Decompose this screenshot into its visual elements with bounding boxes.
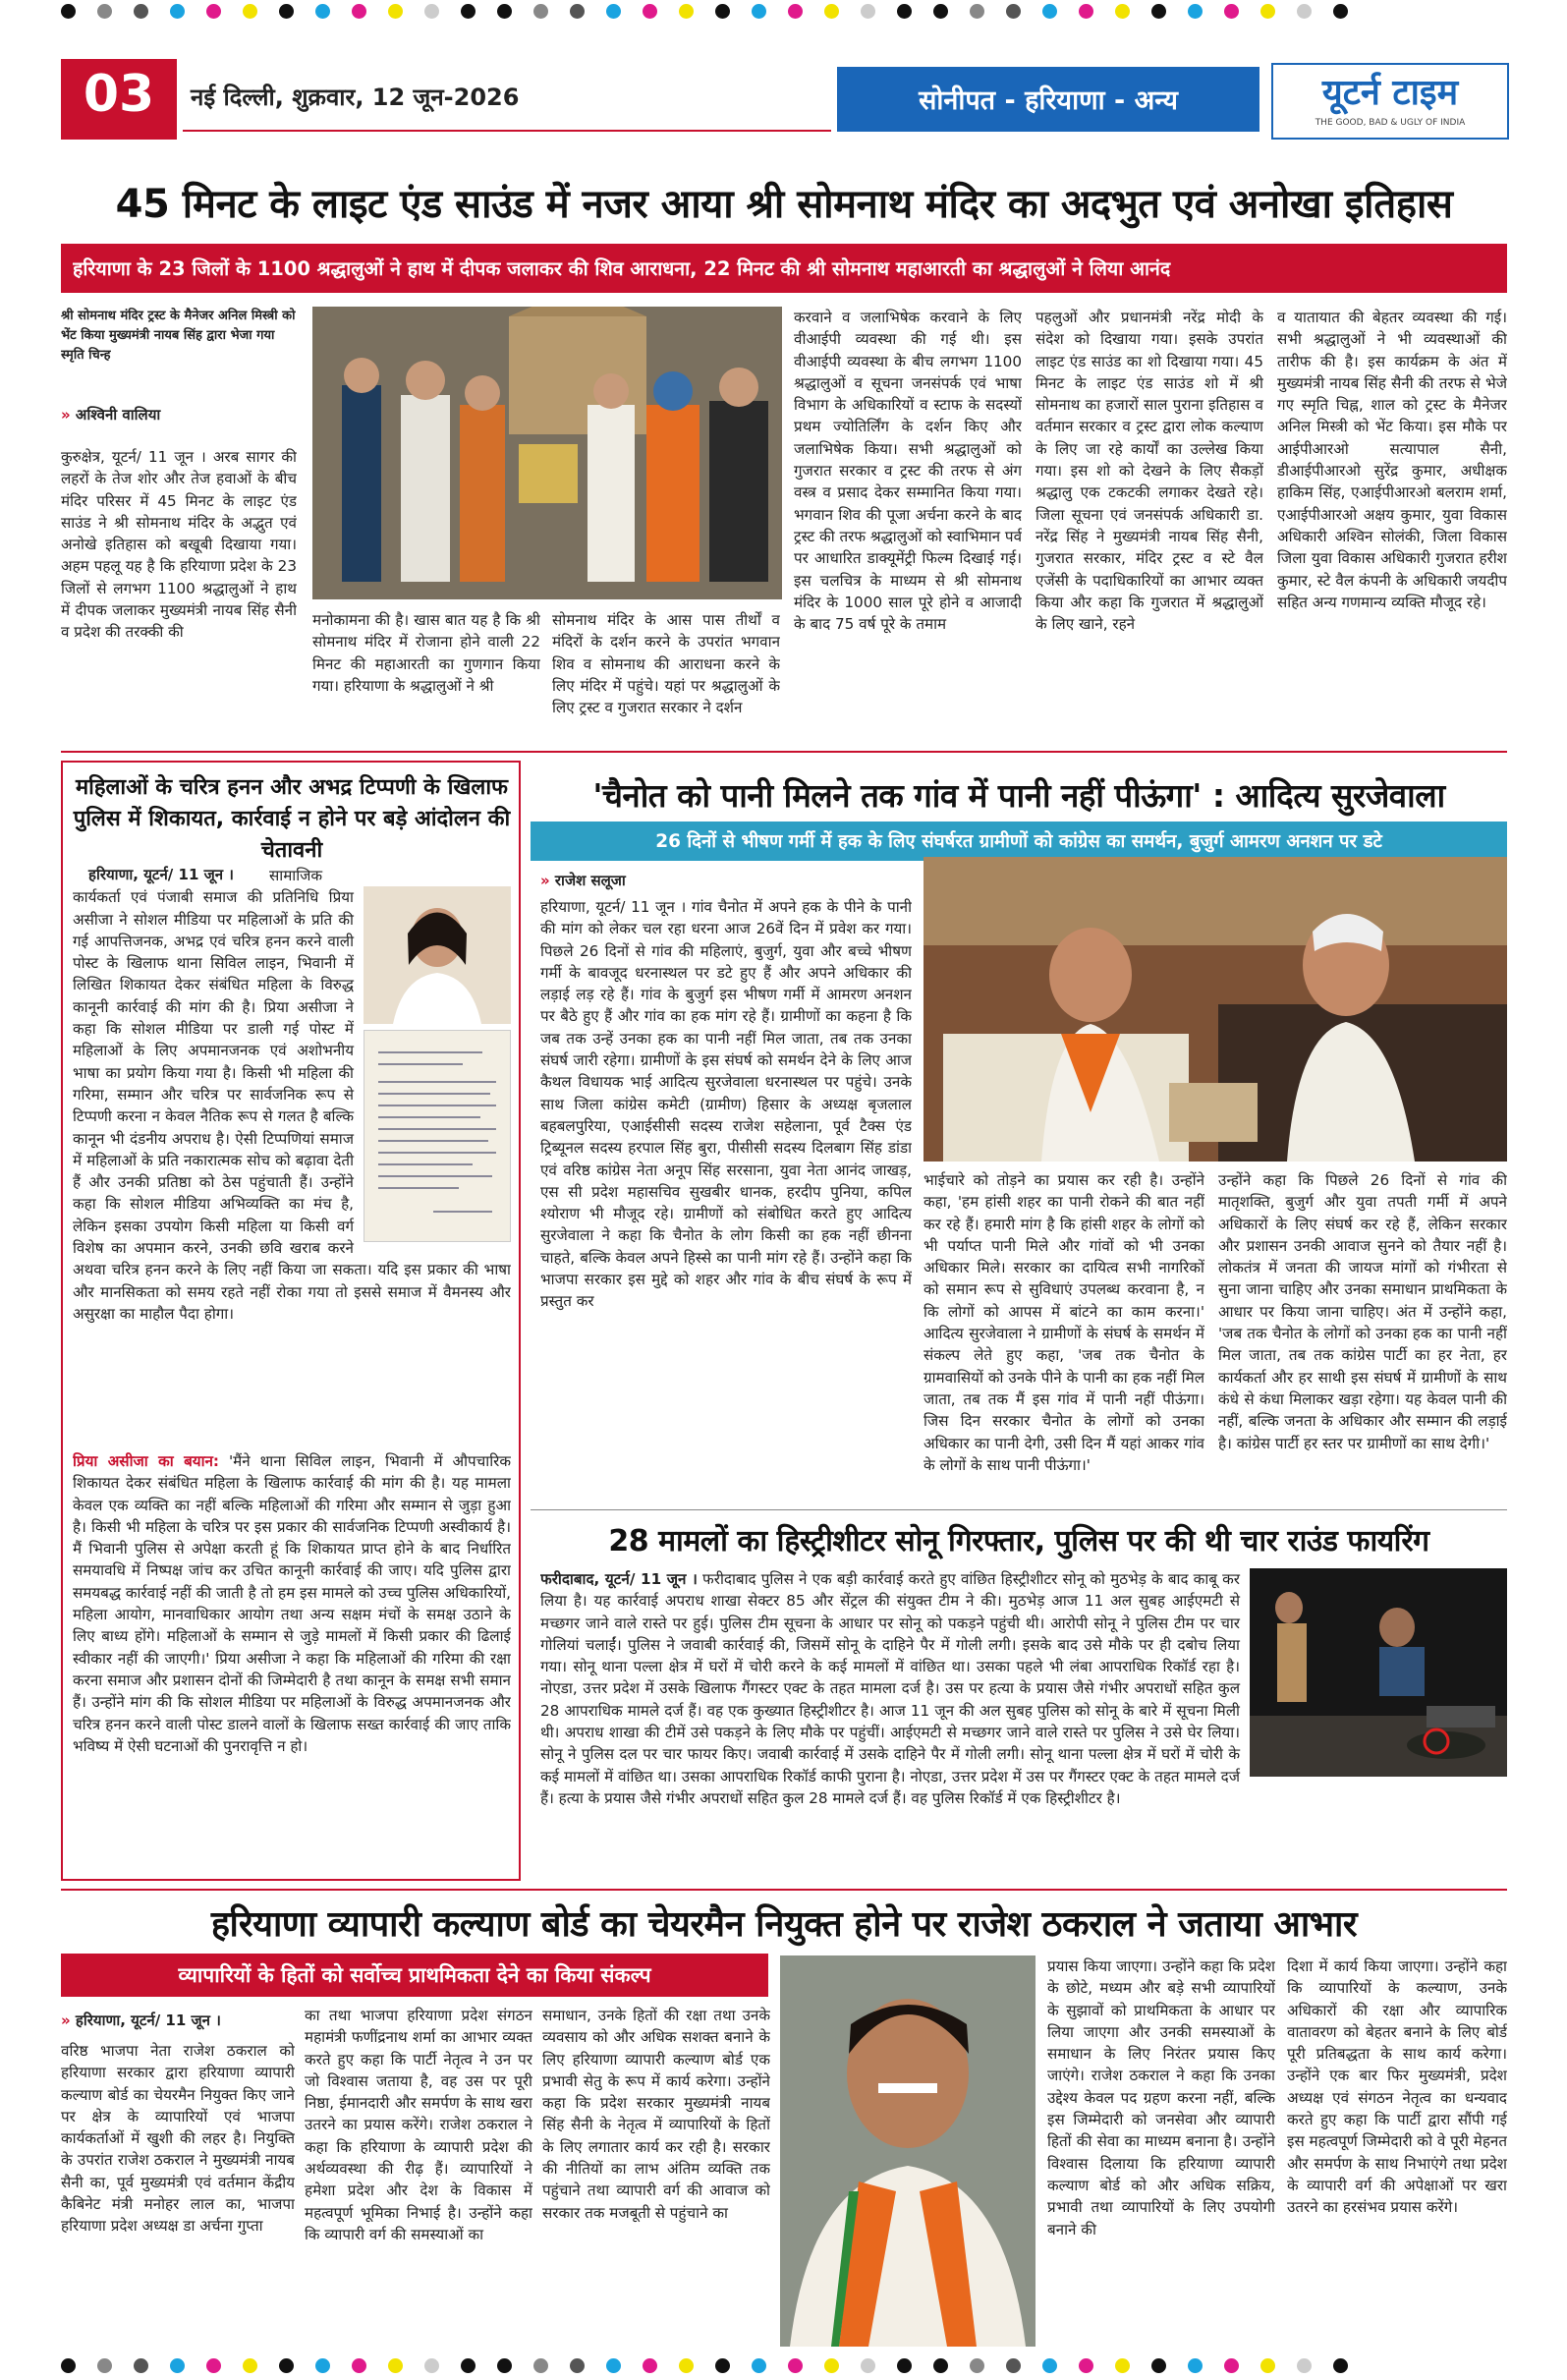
registration-dot — [861, 4, 875, 19]
registration-dot — [824, 4, 839, 19]
story4-dateline: फरीदाबाद, यूटर्न/ 11 जून । — [540, 1570, 698, 1588]
story3-byline: » राजेश सलूजा — [540, 871, 626, 890]
registration-dot — [643, 4, 657, 19]
dateline-box — [183, 71, 831, 132]
registration-dot — [1260, 4, 1275, 19]
registration-dot — [1188, 4, 1203, 19]
registration-dot — [715, 4, 730, 19]
registration-dot — [170, 4, 185, 19]
registration-dot — [897, 4, 912, 19]
section-divider-3 — [61, 1889, 1507, 1891]
story3-headline: 'चैनोत को पानी मिलने तक गांव में पानी नहीं पीऊंगा' : आदित्य सुरजेवाला — [592, 776, 1445, 815]
registration-dot — [1115, 4, 1130, 19]
registration-dot — [533, 4, 548, 19]
registration-dot — [1006, 4, 1021, 19]
registration-dot — [824, 2358, 839, 2373]
registration-dot — [388, 2358, 403, 2373]
dateline: नई दिल्ली, शुक्रवार, 12 जून-2026 — [191, 84, 520, 111]
ceremony-illustration — [312, 307, 782, 599]
registration-dot — [1297, 4, 1312, 19]
story2-dateline: हरियाणा, यूटर्न/ 11 जून । — [88, 866, 234, 883]
registration-dot — [1260, 2358, 1275, 2373]
registration-dot — [606, 4, 621, 19]
registration-dot — [61, 2358, 76, 2373]
registration-dot — [861, 2358, 875, 2373]
meeting-illustration — [923, 857, 1507, 1162]
story5-col5: दिशा में कार्य किया जाएगा। उन्होंने कहा कि व्यापारियों के कल्याण, उनके अधिकारों की रक्षा और व्यापारिक वातावरण को बेहतर बनाने के लिए बोर्ड पूरी प्रतिबद्धता के साथ कार्य करेगा। उन्होंने एक बार फिर मुख्यमंत्री, प्रदेश अध्यक्ष एवं संगठन नेतृत्व का धन्यवाद करते हुए कहा कि पार्टी द्वारा सौंपी गई इस महत्वपूर्ण जिम्मेदारी को वे पूरी मेहनत और समर्पण के साथ निभाएंगे तथा प्रदेश के व्यापारी वर्ग की अपेक्षाओं पर खरा उतरने का हरसंभव प्रयास करेंगे। — [1287, 1957, 1507, 2217]
registration-dot — [61, 4, 76, 19]
registration-dot — [1297, 2358, 1312, 2373]
registration-dot — [897, 2358, 912, 2373]
priya-asija-photo — [364, 886, 511, 1024]
story1-col4: करवाने व जलाभिषेक करवाने के लिए वीआईपी व्यवस्था की गई थी। इस वीआईपी व्यवस्था के बीच लगभग 1100 श्रद्धालुओं व सूचना जनसंपर्क एवं भाषा विभाग के अधिकारियों व स्टाफ के सदस्यों प्रथम ज्योतिर्लिंग के दर्शन किए और जलाभिषेक किया। सभी श्रद्धालुओं को गुजरात सरकार व ट्रस्ट की तरफ से अंग वस्त्र व प्रसाद देकर सम्मानित किया गया। भगवान शिव की पूजा अर्चना करने के बाद ट्रस्ट की तरफ श्रद्धालुओं को स्वाभिमान पर्व पर आधारित डाक्यूमेंट्री फिल्म दिखाई गई। इस चलचित्र के माध्यम से श्री सोमनाथ मंदिर के 1000 साल पूरे होने व आजादी के बाद 75 वर्ष पूरे के तमाम — [794, 309, 1022, 634]
registration-dot — [134, 4, 148, 19]
section-divider-1 — [61, 751, 1507, 753]
story1-caption: श्री सोमनाथ मंदिर ट्रस्ट के मैनेजर अनिल मिस्त्री को भेंट किया मुख्यमंत्री नायब सिंह द्वारा भेजा गया स्मृति चिन्ह — [61, 309, 296, 363]
registration-dot — [97, 2358, 112, 2373]
registration-marks-bottom — [61, 2358, 1348, 2373]
registration-dot — [424, 2358, 439, 2373]
page-number-box — [61, 59, 177, 140]
registration-dot — [1224, 4, 1239, 19]
story5-subhead-band — [61, 1954, 768, 1997]
page-number: 03 — [83, 65, 155, 124]
section-banner — [837, 67, 1259, 132]
registration-dot — [1151, 4, 1166, 19]
registration-dot — [206, 4, 221, 19]
registration-dot — [1006, 2358, 1021, 2373]
section-name: सोनीपत - हरियाणा - अन्य — [919, 85, 1178, 116]
registration-dot — [170, 2358, 185, 2373]
registration-dot — [1333, 2358, 1348, 2373]
thakral-illustration — [780, 1955, 1035, 2347]
registration-dot — [788, 2358, 803, 2373]
registration-dot — [1115, 2358, 1130, 2373]
registration-dot — [315, 4, 330, 19]
registration-dot — [1042, 2358, 1057, 2373]
registration-dot — [352, 2358, 366, 2373]
story5-byline: » हरियाणा, यूटर्न/ 11 जून । — [61, 2011, 221, 2030]
complaint-document-photo — [364, 1030, 511, 1242]
registration-dot — [970, 2358, 984, 2373]
newspaper-logo: यूटर्न टाइम — [1321, 73, 1459, 113]
story5-col2: का तथा भाजपा हरियाणा प्रदेश संगठन महामंत्री फणींद्रनाथ शर्मा का आभार व्यक्त करते हुए कहा कि पार्टी नेतृत्व ने उन पर जो विश्वास जताया है, वह उस पर पूरी निष्ठा, ईमानदारी और समर्पण के साथ खरा उतरने का प्रयास करेंगे। राजेश ठकराल ने कहा कि हरियाणा के व्यापारी प्रदेश की अर्थव्यवस्था की रीढ़ हैं। व्यापारियों ने हमेशा प्रदेश और देश के विकास में महत्वपूर्ण भूमिका निभाई है। उन्होंने कहा कि व्यापारी वर्ग की समस्याओं का — [305, 2007, 532, 2243]
story2-statement — [73, 1450, 511, 1873]
registration-dot — [279, 4, 294, 19]
registration-dot — [970, 4, 984, 19]
registration-dot — [1224, 2358, 1239, 2373]
registration-dot — [315, 2358, 330, 2373]
registration-dot — [243, 4, 257, 19]
registration-dot — [1042, 4, 1057, 19]
registration-dot — [752, 2358, 766, 2373]
registration-dot — [243, 2358, 257, 2373]
story1-subhead: हरियाणा के 23 जिलों के 1100 श्रद्धालुओं ने हाथ में दीपक जलाकर की शिव आराधना, 22 मिनट की श्री सोमनाथ महाआरती का श्रद्धालुओं ने लिया आनंद — [73, 257, 1171, 280]
registration-dot — [933, 4, 948, 19]
story5-col1: वरिष्ठ भाजपा नेता राजेश ठकराल को हरियाणा सरकार द्वारा हरियाणा व्यापारी कल्याण बोर्ड का चेयरमैन नियुक्त किए जाने पर क्षेत्र के व्यापारियों एवं भाजपा कार्यकर्ताओं में खुशी की लहर है। नियुक्ति के उपरांत राजेश ठकराल ने मुख्यमंत्री नायब सैनी का, पूर्व मुख्यमंत्री एवं वर्तमान केंद्रीय कैबिनेट मंत्री मनोहर लाल का, भाजपा हरियाणा प्रदेश अध्यक्ष डा अर्चना गुप्ता — [61, 2042, 295, 2236]
registration-dot — [570, 2358, 585, 2373]
registration-dot — [1188, 2358, 1203, 2373]
arrest-illustration — [1250, 1568, 1507, 1777]
story3-col2: भाईचारे को तोड़ने का प्रयास कर रही है। उन्होंने कहा, 'हम हांसी शहर का पानी रोकने की बात नहीं कर रहे हैं। हमारी मांग है कि हांसी शहर के लोगों को भी पर्याप्त पानी मिले और गांवों को भी उनका अधिकार मिले। सरकार का दायित्व सभी नागरिकों को समान रूप से सुविधाएं उपलब्ध करवाना है, न कि लोगों को आपस में बांटने का काम करना।' आदित्य सुरजेवाला ने ग्रामीणों के संघर्ष के समर्थन में संकल्प लेते हुए कहा, 'जब तक चैनोत के ग्रामवासियों को उनके पीने के पानी का हक नहीं मिल जाता, तब तक मैं इस गांव में पानी नहीं पीऊंगा। जिस दिन सरकार चैनोत के लोगों को उनका अधिकार का पानी देगी, उसी दिन मैं यहां आकर गांव के लोगों के साथ पानी पीऊंगा।' — [923, 1171, 1204, 1474]
logo-tagline: THE GOOD, BAD & UGLY OF INDIA — [1315, 118, 1466, 128]
statement-label: प्रिया असीजा का बयान: — [73, 1452, 220, 1470]
registration-dot — [1333, 4, 1348, 19]
registration-dot — [206, 2358, 221, 2373]
registration-dot — [1079, 2358, 1093, 2373]
registration-dot — [497, 2358, 512, 2373]
registration-dot — [533, 2358, 548, 2373]
story1-headline: 45 मिनट के लाइट एंड साउंड में नजर आया श्री सोमनाथ मंदिर का अदभुत एवं अनोखा इतिहास — [115, 182, 1453, 227]
registration-dot — [461, 2358, 476, 2373]
registration-dot — [97, 4, 112, 19]
portrait-illustration — [364, 886, 511, 1024]
registration-dot — [1151, 2358, 1166, 2373]
section-divider-2 — [531, 1509, 1507, 1510]
registration-dot — [279, 2358, 294, 2373]
registration-dot — [788, 4, 803, 19]
story2-lead — [73, 865, 511, 1446]
registration-dot — [1079, 4, 1093, 19]
registration-dot — [570, 4, 585, 19]
registration-dot — [715, 2358, 730, 2373]
registration-dot — [606, 2358, 621, 2373]
document-illustration — [364, 1031, 510, 1241]
registration-dot — [679, 2358, 694, 2373]
story1-col3: सोमनाथ मंदिर के आस पास तीर्थों व मंदिरों के दर्शन करने के उपरांत भगवान शिव व सोमनाथ की आराधना करने के लिए मंदिर में पहुंचे। यहां पर श्रद्धालुओं के लिए ट्रस्ट व गुजरात सरकार ने दर्शन — [552, 611, 780, 717]
story1-col6: व यातायात की बेहतर व्यवस्था की गई। सभी श्रद्धालुओं ने भी व्यवस्थाओं की तारीफ की है। इस कार्यक्रम के अंत में मुख्यमंत्री नायब सिंह सैनी की तरफ से भेजे गए स्मृति चिह्न, शाल को ट्रस्ट के मैनेजर अनिल मिस्त्री को भेंट किया। इस मौके पर आईपीआरओ सत्यापाल सैनी, डीआईपीआरओ सुरेंद्र कुमार, अधीक्षक हाकिम सिंह, एआईपीआरओ बलराम शर्मा, एआईपीआरओ अक्षय कुमार, युवा विकास अधिकारी अश्विन सोलंकी, जिला विकास जिला युवा विकास अधिकारी गुजरात हरीश कुमार, स्टे वैल कंपनी के अधिकारी जयदीप सहित अन्य गणमान्य व्यक्ति मौजूद रहे। — [1277, 309, 1507, 611]
story3-col3: उन्होंने कहा कि पिछले 26 दिनों से गांव की मातृशक्ति, बुजुर्ग और युवा तपती गर्मी में अपने अधिकारों के लिए संघर्ष कर रहे हैं, लेकिन सरकार और प्रशासन उनकी आवाज सुनने को तैयार नहीं है। लोकतंत्र में जनता की जायज मांगों को गंभीरता से सुना जाना चाहिए और उनका समाधान प्राथमिकता के आधार पर किया जाना चाहिए। अंत में उन्होंने कहा, 'जब तक चैनोत के लोगों को उनका हक का पानी नहीं मिल जाता, तब तक कांग्रेस पार्टी का हर नेता, हर कार्यकर्ता और हर साथी इस संघर्ष में ग्रामीणों के साथ कंधे से कंधा मिलाकर खड़ा रहेगा। यह केवल पानी की नहीं, बल्कि जनता के अधिकार और सम्मान की लड़ाई है। कांग्रेस पार्टी हर स्तर पर ग्रामीणों का साथ देगी।' — [1218, 1171, 1507, 1452]
registration-dot — [752, 4, 766, 19]
registration-dot — [424, 4, 439, 19]
somnath-ceremony-photo — [312, 307, 782, 599]
registration-dot — [643, 2358, 657, 2373]
registration-dot — [134, 2358, 148, 2373]
story1-col2: मनोकामना की है। खास बात यह है कि श्री सोमनाथ मंदिर में रोजाना होने वाली 22 मिनट की महाआरती का गुणगान किया गया। हरियाणा के श्रद्धालुओं ने श्री — [312, 611, 540, 695]
story4-headline: 28 मामलों का हिस्ट्रीशीटर सोनू गिरफ्तार, पुलिस पर की थी चार राउंड फायरिंग — [608, 1524, 1429, 1558]
story1-subhead-band — [61, 244, 1507, 293]
story3-subhead-band — [531, 822, 1507, 861]
registration-dot — [497, 4, 512, 19]
masthead — [61, 59, 1505, 140]
story1-col5: पहलुओं और प्रधानमंत्री नरेंद्र मोदी के संदेश को दिखाया गया। इसके उपरांत लाइट एंड साउंड का शो दिखाया गया। 45 मिनट के लाइट एंड साउंड शो में श्री सोमनाथ का हजारों साल पुराना इतिहास व वर्तमान सरकार व ट्रस्ट द्वारा लोक कल्याण के लिए जा रहे कार्यों का उल्लेख किया गया। इस शो को देखने के लिए सैकड़ों श्रद्धालु एक टकटकी लगाकर देखते रहे। जिला सूचना एवं जनसंपर्क अधिकारी डा. नरेंद्र सिंह ने मुख्यमंत्री नायब सिंह सैनी, गुजरात सरकार, मंदिर ट्रस्ट व स्टे वैल एजेंसी के पदाधिकारियों का आभार व्यक्त किया और कहा कि गुजरात में श्रद्धालुओं के लिए खाने, रहने — [1035, 309, 1263, 634]
registration-dot — [461, 4, 476, 19]
story3-subhead: 26 दिनों से भीषण गर्मी में हक के लिए संघर्षरत ग्रामीणों को कांग्रेस का समर्थन, बुजुर्ग आमरण अनशन पर डटे — [655, 831, 1382, 852]
encounter-arrest-photo — [1250, 1568, 1507, 1777]
story5-col3: समाधान, उनके हितों की रक्षा तथा उनके व्यवसाय को और अधिक सशक्त बनाने के लिए हरियाणा व्यापारी कल्याण बोर्ड एक प्रभावी सेतु के रूप में कार्य करेगा। उन्होंने कहा कि प्रदेश सरकार मुख्यमंत्री नायब सिंह सैनी के नेतृत्व में व्यापारियों के हितों के लिए लगातार कार्य कर रही है। सरकार की नीतियों का लाभ अंतिम व्यक्ति तक पहुंचाने तथा व्यापारी वर्ग की आवाज को सरकार तक मजबूती से पहुंचाने का — [542, 2007, 770, 2222]
story4-text: फरीदाबाद पुलिस ने एक बड़ी कार्रवाई करते हुए वांछित हिस्ट्रीशीटर सोनू को मुठभेड़ के बाद काबू कर लिया है। यह कार्रवाई अपराध शाखा सेक्टर 85 और सेंट्रल की संयुक्त टीम ने की। मुठभेड़ आज 11 अल सुबह आईएमटी से मच्छगर जाने वाले रास्ते पर हुई। पुलिस टीम सूचना के आधार पर सोनू को पकड़ने पहुंची थी। आरोपी सोनू ने पुलिस टीम पर चार गोलियां चलाईं। पुलिस ने जवाबी कार्रवाई की, जिसमें सोनू के दाहिने पैर में गोली लगी। इसके बाद उसे मौके पर ही दबोच लिया गया। सोनू थाना पल्ला क्षेत्र में घरों में चोरी करने के कई मामलों में वांछित था। उसका पहले भी लंबा आपराधिक रिकॉर्ड रहा है। नोएडा, उत्तर प्रदेश में उसके खिलाफ गैंगस्टर एक्ट के तहत मामला दर्ज है। उस पर हत्या के प्रयास जैसे गंभीर अपराधों सहित कुल 28 आपराधिक मामले दर्ज हैं। वह एक कुख्यात हिस्ट्रीशीटर है। आज 11 जून की अल सुबह पुलिस को सोनू के बारे में सूचना मिली थी। अपराध शाखा की टीमें उसे पकड़ने के लिए मौके पर पहुंचीं। आईएमटी से मच्छगर जाने वाले रास्ते पर पुलिस ने उसे घेर लिया। सोनू ने पुलिस दल पर चार फायर किए। जवाबी कार्रवाई में उसके दाहिने पैर में गोली लगी। सोनू थाना पल्ला क्षेत्र में घरों में चोरी के कई मामलों में वांछित था। उसका आपराधिक रिकॉर्ड काफी पुराना है। नोएडा, उत्तर प्रदेश में उस पर गैंगस्टर एक्ट के तहत मामले दर्ज हैं। हत्या के प्रयास जैसे गंभीर अपराधों सहित कुल 28 मामले दर्ज हैं। वह पुलिस रिकॉर्ड में एक हिस्ट्रीशीटर है। — [540, 1570, 1240, 1807]
story1-byline: » अश्विनी वालिया — [61, 405, 160, 425]
registration-dot — [352, 4, 366, 19]
story5-subhead: व्यापारियों के हितों को सर्वोच्च प्राथमिकता देने का किया संकल्प — [178, 1963, 651, 1987]
registration-marks-top — [61, 4, 1348, 19]
surjewala-meeting-photo — [923, 857, 1507, 1162]
story5-headline: हरियाणा व्यापारी कल्याण बोर्ड का चेयरमैन नियुक्त होने पर राजेश ठकराल ने जताया आभार — [210, 1904, 1358, 1945]
story3-col1: हरियाणा, यूटर्न/ 11 जून । गांव चैनोत में अपने हक के पीने के पानी की मांग को लेकर चल रहा धरना आज 26वें दिन में प्रवेश कर गया। पिछले 26 दिनों से गांव की महिलाएं, बुजुर्ग, युवा और बच्चे भीषण गर्मी के बावजूद धरनास्थल पर डटे हुए हैं और अपने अधिकार की लड़ाई लड़ रहे हैं। गांव के बुजुर्ग इस भीषण गर्मी में आमरण अनशन पर बैठे हुए हैं और गांव का हक मांग रहे हैं। ग्रामीणों का कहना है कि जब तक उन्हें उनका हक का पानी नहीं मिल जाता, तब तक उनका संघर्ष जारी रहेगा। ग्रामीणों के इस संघर्ष को समर्थन देने के लिए आज कैथल विधायक भाई आदित्य सुरजेवाला धरनास्थल पर पहुंचे। उनके साथ जिला कांग्रेस कमेटी (ग्रामीण) हिसार के अध्यक्ष बृजलाल बहबलपुरिया, एआईसीसी सदस्य राजेश सहेलाना, पूर्व टैक्स एंड ट्रिब्यूनल सदस्य हरपाल सिंह बुरा, पीसीसी सदस्य दिलबाग सिंह डांडा एवं वरिष्ठ कांग्रेस नेता अनूप सिंह सरसाना, युवा नेता आनंद जाखड़, एस सी प्रदेश महासचिव सुखबीर धानक, हरदीप पुनिया, कपिल श्योराण भी मौजूद रहे। ग्रामीणों को संबोधित करते हुए आदित्य सुरजेवाला ने कहा कि चैनोत के लोग किसी का हक नहीं छीनना चाहते, बल्कि केवल अपने हिस्से का पानी मांग रहे हैं। उन्होंने कहा कि भाजपा सरकार इस मुद्दे को शहर और गांव के बीच संघर्ष के रूप में प्रस्तुत कर — [540, 898, 912, 1311]
registration-dot — [679, 4, 694, 19]
story1-col1: कुरुक्षेत्र, यूटर्न/ 11 जून । अरब सागर की लहरों के तेज शोर और तेज हवाओं के बीच मंदिर परिसर में 45 मिनट के लाइट एंड साउंड ने श्री सोमनाथ मंदिर के अद्भुत एवं अनोखे इतिहास को बखूबी दिखाया गया। अहम पहलू यह है कि हरियाणा प्रदेश के 23 जिलों से लगभग 1100 श्रद्धालुओं ने हाथ में दीपक जलाकर मुख्यमंत्री नायब सिंह सैनी व प्रदेश की तरक्की की — [61, 448, 297, 642]
story2-lead-text: सामाजिक कार्यकर्ता एवं पंजाबी समाज की प्रतिनिधि प्रिया असीजा ने सोशल मीडिया पर महिलाओं के प्रति की गई आपत्तिजनक, अभद्र एवं चरित्र हनन करने वाली पोस्ट के खिलाफ थाना सिविल लाइन, भिवानी में लिखित शिकायत देकर संबंधित महिला के विरुद्ध कानूनी कार्रवाई की मांग की है। प्रिया असीजा ने कहा कि सोशल मीडिया पर डाली गई पोस्ट में महिलाओं के लिए अपमानजनक एवं अशोभनीय भाषा का प्रयोग किया गया है। किसी भी महिला की गरिमा, सम्मान और चरित्र पर सार्वजनिक रूप से टिप्पणी करना न केवल नैतिक रूप से गलत है बल्कि कानून भी दंडनीय अपराध है। ऐसी टिप्पणियां समाज में महिलाओं के प्रति नकारात्मक सोच को बढ़ावा देती हैं और उनकी प्रतिष्ठा को ठेस पहुंचाती हैं। उन्होंने कहा कि सोशल मीडिया अभिव्यक्ति का मंच है, लेकिन इसका उपयोग किसी महिला या किसी वर्ग विशेष का अपमान करने, उनकी छवि खराब करने अथवा चरित्र हनन करने के लिए नहीं किया जा सकता। यदि इस प्रकार की भाषा और मानसिकता को समय रहते नहीं रोका गया तो इससे समाज में वैमनस्य और असुरक्षा का माहौल पैदा होगा। — [73, 867, 511, 1323]
registration-dot — [933, 2358, 948, 2373]
registration-dot — [388, 4, 403, 19]
rajesh-thakral-photo — [780, 1955, 1035, 2347]
story5-col4: प्रयास किया जाएगा। उन्होंने कहा कि प्रदेश के छोटे, मध्यम और बड़े सभी व्यापारियों के सुझावों को प्राथमिकता के आधार पर लिया जाएगा और उनकी समस्याओं के समाधान के लिए निरंतर प्रयास किए जाएंगे। राजेश ठकराल ने कहा कि उनका उद्देश्य केवल पद ग्रहण करना नहीं, बल्कि इस जिम्मेदारी को जनसेवा और व्यापारी हितों की सेवा का माध्यम बनाना है। उन्होंने विश्वास दिलाया कि हरियाणा व्यापारी कल्याण बोर्ड को और अधिक सक्रिय, प्रभावी तथा व्यापारियों के लिए उपयोगी बनाने की — [1047, 1957, 1275, 2238]
story2-headline: महिलाओं के चरित्र हनन और अभद्र टिप्पणी के खिलाफ पुलिस में शिकायत, कार्रवाई न होने पर बड़े आंदोलन की चेतावनी — [73, 775, 511, 863]
statement-text: 'मैंने थाना सिविल लाइन, भिवानी में औपचारिक शिकायत देकर संबंधित महिला के खिलाफ कार्रवाई की मांग की है। यह मामला केवल एक व्यक्ति का नहीं बल्कि महिलाओं की गरिमा और सम्मान से जुड़ा हुआ है। किसी भी महिला के चरित्र पर इस प्रकार की सार्वजनिक टिप्पणी अस्वीकार्य है। मैं भिवानी पुलिस से अपेक्षा करती हूं कि शिकायत प्राप्त होने के बाद निर्धारित समयावधि में निष्पक्ष जांच कर उचित कानूनी कार्रवाई की जाए। यदि पुलिस द्वारा समयबद्ध कार्रवाई नहीं की जाती है तो हम इस मामले को उच्च पुलिस अधिकारियों, महिला आयोग, मानवाधिकार आयोग तथा अन्य सक्षम मंचों के समक्ष उठाने के लिए बाध्य होंगे। महिलाओं के सम्मान से जुड़े मामलों में किसी प्रकार की ढिलाई स्वीकार नहीं की जाएगी।' प्रिया असीजा ने कहा कि महिलाओं की गरिमा की रक्षा करना समाज और प्रशासन दोनों की जिम्मेदारी है तथा कानून के समक्ष सभी समान हैं। उन्होंने मांग की कि सोशल मीडिया पर महिलाओं के विरुद्ध अपमानजनक और चरित्र हनन करने वाली पोस्ट डालने वालों के खिलाफ सख्त कार्रवाई की जाए ताकि भविष्य में ऐसी घटनाओं की पुनरावृत्ति न हो। — [73, 1452, 511, 1755]
logo-box — [1271, 63, 1509, 140]
story4-body — [540, 1568, 1507, 1879]
